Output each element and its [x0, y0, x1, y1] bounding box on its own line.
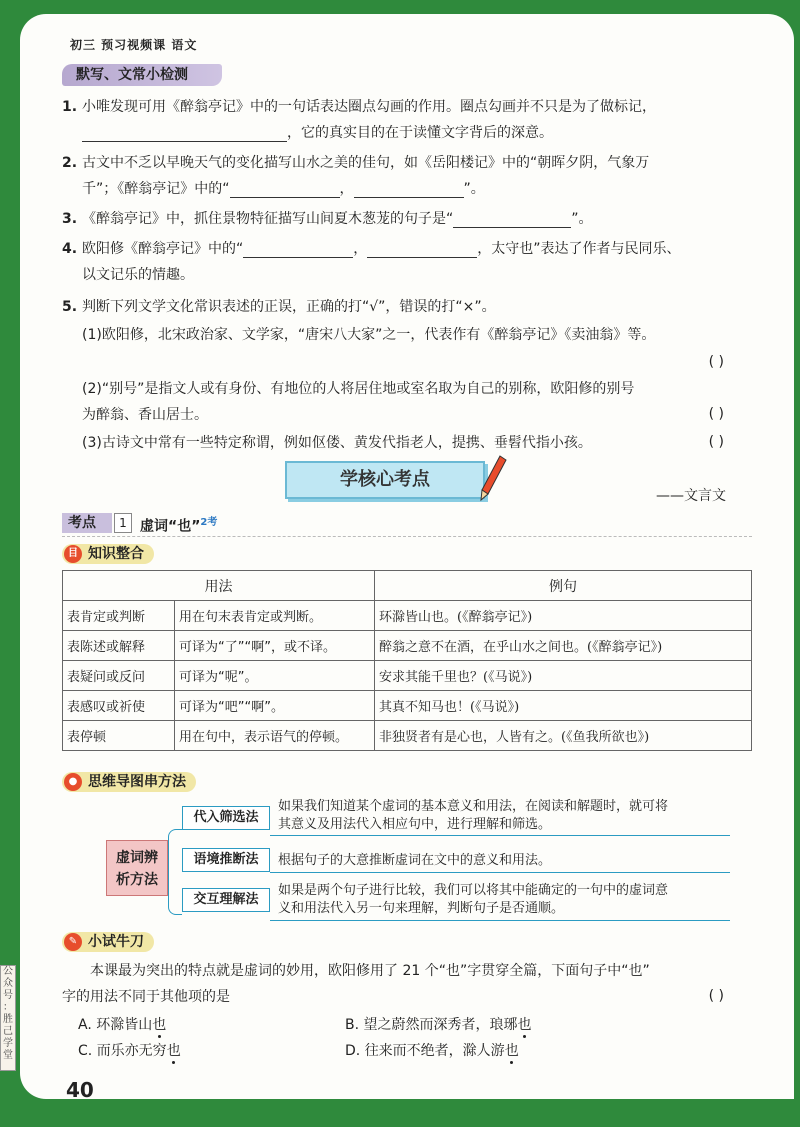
table-cell-usage: 用在句中，表示语气的停顿。 [175, 721, 375, 751]
table-cell-example: 其真不知马也！(《马说》) [375, 691, 752, 721]
core-points-banner: 学核心考点 [285, 461, 485, 499]
option-dotted-char: 也 [166, 1043, 181, 1059]
exam-count: 2考 [200, 517, 218, 528]
option-dotted-char: 也 [152, 1017, 167, 1033]
question-2 [62, 150, 752, 176]
option-letter: C. [78, 1043, 93, 1059]
table-cell-usage: 可译为“吧”“啊”。 [175, 691, 375, 721]
stamp-char: 众 [3, 978, 13, 989]
comma: ， [339, 181, 354, 197]
question-text: 《醉翁亭记》中，抓住景物特征描写山间夏木葱茏的句子是“ [82, 211, 454, 227]
option-dotted-char: 也 [504, 1043, 519, 1059]
mindmap-desc-context [278, 852, 733, 870]
knowledge-label [62, 544, 154, 564]
table-cell-example: 醉翁之意不在酒，在乎山水之间也。(《醉翁亭记》) [375, 631, 752, 661]
kaodian-header [62, 511, 752, 537]
pencil-icon [478, 454, 508, 502]
question-4 [62, 236, 752, 262]
stamp-char: 己 [3, 1026, 13, 1037]
table-header-usage: 用法 [63, 571, 375, 601]
practice-label-text: 小试牛刀 [88, 934, 144, 950]
desc-line: 其意义及用法代入相应句中，进行理解和筛选。 [278, 817, 552, 832]
question-number: 5. [62, 299, 78, 315]
question-5 [62, 294, 752, 320]
option-text: 望之蔚然而深秀者，琅琊 [363, 1017, 518, 1033]
question-1-cont [82, 120, 752, 146]
option-text: 往来而不绝者，滁人游 [364, 1043, 505, 1059]
table-cell-type: 表陈述或解释 [63, 631, 175, 661]
answer-paren[interactable]: ( ) [708, 434, 724, 450]
table-row [63, 661, 752, 691]
table-cell-example: 非独贤者有是心也，人皆有之。(《鱼我所欲也》) [375, 721, 752, 751]
kaodian-number: 1 [114, 513, 132, 533]
page-header: 初三 预习视频课 语文 [70, 38, 198, 52]
table-cell-type: 表停顿 [63, 721, 175, 751]
mindmap-node-substitution: 代入筛选法 [182, 806, 270, 830]
mindmap-line [270, 835, 730, 836]
question-text: 判断下列文学文化常识表述的正误，正确的打“√”，错误的打“×”。 [82, 299, 496, 315]
page [20, 14, 794, 1099]
table-header-example: 例句 [375, 571, 752, 601]
answer-blank[interactable] [354, 180, 464, 198]
question-3 [62, 206, 752, 232]
answer-paren[interactable]: ( ) [708, 406, 724, 422]
stamp-char: 号 [3, 990, 13, 1001]
question-4-cont: 以文记乐的情趣。 [82, 267, 194, 283]
option-letter: D. [345, 1043, 361, 1059]
question-text: ，太守也”表达了作者与民同乐、 [477, 241, 681, 257]
question-text: ”。 [463, 181, 485, 197]
question-text: 古文中不乏以早晚天气的变化描写山水之美的佳句，如《岳阳楼记》中的“朝晖夕阴，气象万 [82, 155, 650, 171]
question-text: 千”；《醉翁亭记》中的“ [82, 181, 230, 197]
option-letter: B. [345, 1017, 360, 1033]
table-row [63, 631, 752, 661]
desc-line: 如果是两个句子进行比较，我们可以将其中能确定的一句中的虚词意 [278, 883, 669, 898]
desc-line: 如果我们知道某个虚词的基本意义和用法，在阅读和解题时，就可将 [278, 799, 669, 814]
judgement-item-2-cont: 为醉翁、香山居士。 [82, 407, 208, 423]
answer-blank[interactable] [243, 240, 353, 258]
answer-blank[interactable] [230, 180, 340, 198]
table-row [63, 601, 752, 631]
stamp-char: 学 [3, 1038, 13, 1049]
practice-text-2: 字的用法不同于其他项的是 [62, 989, 230, 1005]
table-cell-example: 安求其能千里也？(《马说》) [375, 661, 752, 691]
table-cell-usage: 可译为“呢”。 [175, 661, 375, 691]
option-text: 环滁皆山 [96, 1017, 153, 1033]
stamp-char: ： [3, 1002, 13, 1013]
question-number: 4. [62, 241, 78, 257]
judgement-item-3: (3)古诗文中常有一些特定称谓，例如伛偻、黄发代指老人，提携、垂髫代指小孩。 [82, 435, 592, 451]
table-cell-example: 环滁皆山也。(《醉翁亭记》) [375, 601, 752, 631]
mindmap-root [106, 840, 168, 896]
option-d[interactable] [345, 1040, 519, 1060]
answer-paren[interactable]: ( ) [708, 354, 724, 370]
kaodian-label: 考点 [62, 513, 112, 533]
option-letter: A. [78, 1017, 92, 1033]
mindmap-node-context: 语境推断法 [182, 848, 270, 872]
person-icon: ● [64, 773, 82, 791]
stamp-char: 堂 [3, 1050, 13, 1061]
mindmap-node-interactive: 交互理解法 [182, 888, 270, 912]
question-number: 2. [62, 155, 78, 171]
mindmap-label-text: 思维导图串方法 [88, 774, 186, 790]
option-text: 而乐亦无穷 [96, 1043, 167, 1059]
mindmap-desc-substitution [278, 798, 733, 834]
table-header-row [63, 571, 752, 601]
question-number: 1. [62, 99, 78, 115]
judgement-item-2: (2)“别号”是指文人或有身份、有地位的人将居住地或室名取为自己的别称，欧阳修的别号 [82, 381, 635, 397]
judgement-item-1: (1)欧阳修，北宋政治家、文学家，“唐宋八大家”之一，代表作有《醉翁亭记》《卖油翁》等。 [82, 327, 656, 343]
question-text: ”。 [571, 211, 593, 227]
usage-table [62, 570, 752, 751]
answer-blank[interactable] [82, 124, 287, 142]
table-cell-type: 表肯定或判断 [63, 601, 175, 631]
option-dotted-char: 也 [517, 1017, 532, 1033]
table-cell-type: 表感叹或祈使 [63, 691, 175, 721]
answer-paren[interactable]: ( ) [708, 988, 724, 1004]
stamp-char: 胜 [3, 1014, 13, 1025]
answer-blank[interactable] [453, 210, 571, 228]
desc-line: 根据句子的大意推断虚词在文中的意义和用法。 [278, 853, 552, 868]
table-cell-usage: 可译为“了”“啊”，或不译。 [175, 631, 375, 661]
question-1 [62, 94, 752, 120]
section-title-dictation: 默写、文常小检测 [62, 64, 222, 86]
mindmap-root-line: 析方法 [116, 872, 158, 888]
question-text: 小唯发现可用《醉翁亭记》中的一句话表达圈点勾画的作用。圈点勾画并不只是为了做标记， [82, 99, 656, 115]
practice-label [62, 932, 154, 952]
mindmap-root-line: 虚词辨 [116, 850, 158, 866]
mindmap-label [62, 772, 196, 792]
table-row [63, 721, 752, 751]
question-text: 欧阳修《醉翁亭记》中的“ [82, 241, 244, 257]
table-row [63, 691, 752, 721]
side-stamp [0, 965, 16, 1071]
mindmap-line [270, 920, 730, 921]
comma: ， [353, 241, 368, 257]
mindmap-bracket [168, 829, 182, 915]
option-c[interactable] [78, 1040, 181, 1060]
desc-line: 义和用法代入另一句来理解，判断句子是否通顺。 [278, 901, 565, 916]
option-a[interactable] [78, 1014, 166, 1034]
subtitle-classical-chinese: ——文言文 [656, 488, 726, 504]
page-number: 40 [66, 1078, 94, 1099]
kaodian-title-text: 虚词“也” [140, 518, 201, 535]
kaodian-title [140, 513, 217, 536]
knowledge-label-text: 知识整合 [88, 546, 144, 562]
question-text: ，它的真实目的在于读懂文字背后的深意。 [287, 125, 553, 141]
question-number: 3. [62, 211, 78, 227]
practice-text-1: 本课最为突出的特点就是虚词的妙用，欧阳修用了 21 个“也”字贯穿全篇，下面句子中“也” [90, 963, 650, 979]
question-2-cont [82, 176, 752, 202]
mindmap-line [270, 872, 730, 873]
book-icon: 目 [64, 545, 82, 563]
table-cell-usage: 用在句末表肯定或判断。 [175, 601, 375, 631]
table-cell-type: 表疑问或反问 [63, 661, 175, 691]
mindmap-desc-interactive [278, 882, 733, 918]
stamp-char: 公 [3, 966, 13, 977]
option-b[interactable] [345, 1014, 532, 1034]
answer-blank[interactable] [367, 240, 477, 258]
pen-icon: ✎ [64, 933, 82, 951]
